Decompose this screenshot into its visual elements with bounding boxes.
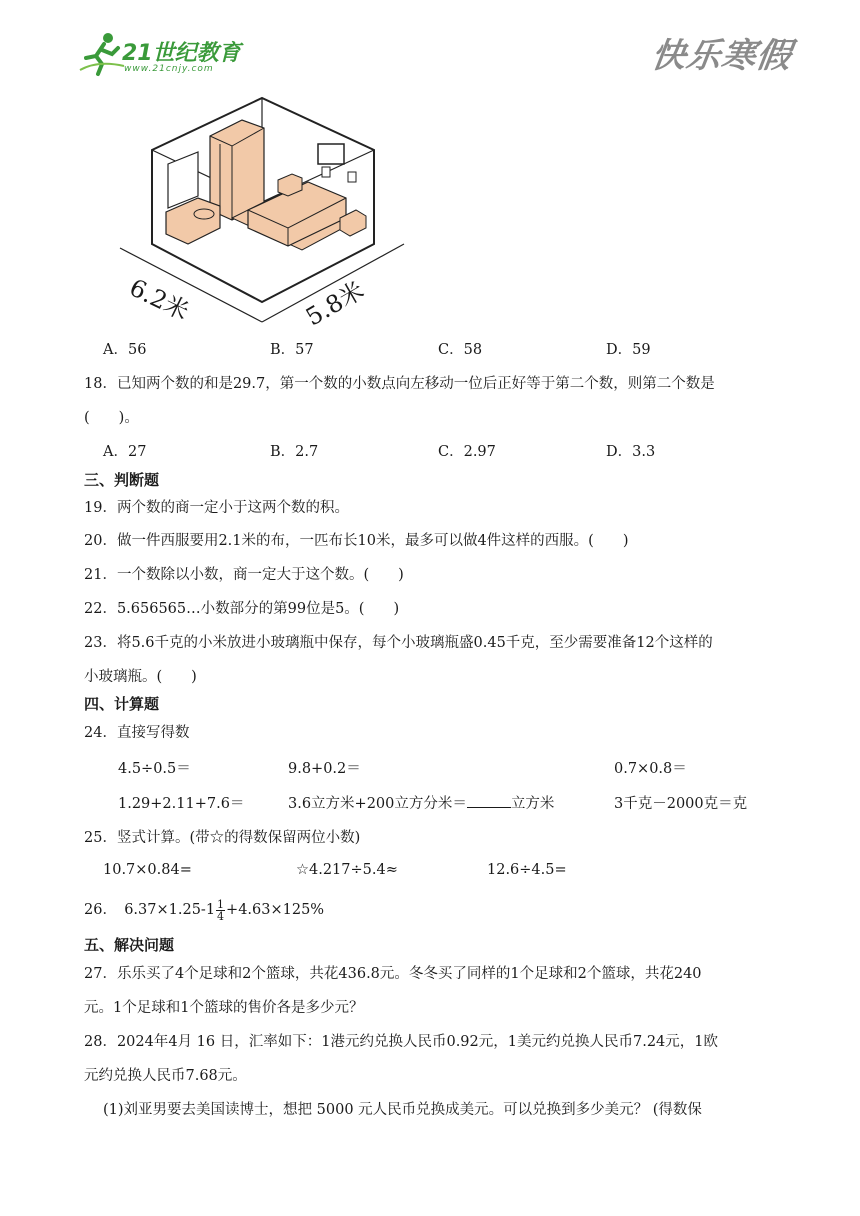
calc-item: 1.29+2.11+7.6＝ xyxy=(118,796,245,812)
q27-cont: 元。1个足球和1个篮球的售价各是多少元？ xyxy=(84,1000,364,1016)
q18-text: 18．已知两个数的和是29.7，第一个数的小数点向左移动一位后正好等于第二个数，则第二个数是 xyxy=(84,376,715,392)
section-5-title: 五、解决问题 xyxy=(84,936,175,954)
q24: 24．直接写得数 xyxy=(84,725,190,741)
q17-option-b: B．57 xyxy=(270,342,314,358)
q17-option-d: D．59 xyxy=(606,342,651,358)
vertical-calc-item: 12.6÷4.5= xyxy=(487,862,567,878)
q18-option-d: D．3.3 xyxy=(606,444,656,460)
calc-item: 0.7×0.8＝ xyxy=(614,761,687,777)
calc-volume-unit: 立方米 xyxy=(510,796,555,812)
q26-suffix: +4.63×125% xyxy=(226,902,325,918)
q17-option-a: A．56 xyxy=(103,342,147,358)
q23: 23．将5.6千克的小米放进小玻璃瓶中保存，每个小玻璃瓶盛0.45千克，至少需要准备12个这样的 xyxy=(84,635,713,651)
q21: 21．一个数除以小数，商一定大于这个数。( ) xyxy=(84,567,404,583)
logo-text: 21世纪教育 xyxy=(122,41,241,66)
calc-volume-expr: 3.6立方米+200立方分米＝ xyxy=(288,796,467,812)
q22: 22．5.656565…小数部分的第99位是5。( ) xyxy=(84,601,400,617)
q18-option-a: A．27 xyxy=(103,444,147,460)
q28: 28．2024年4月 16 日，汇率如下：1港元约兑换人民币0.92元，1美元约兑换人民币7.24元，1欧 xyxy=(84,1034,718,1050)
q25: 25．竖式计算。(带☆的得数保留两位小数) xyxy=(84,830,361,846)
site-logo xyxy=(78,28,248,80)
runner-logo-icon xyxy=(78,30,126,78)
q28-sub1: (1)刘亚男要去美国读博士，想把 5000 元人民币兑换成美元。可以兑换到多少美元？ (得数保 xyxy=(103,1102,702,1118)
section-3-title: 三、判断题 xyxy=(84,471,160,489)
q18-option-c: C．2.97 xyxy=(438,444,496,460)
fraction-denominator: 4 xyxy=(217,909,225,923)
dimension-depth-label: 5.8米 xyxy=(301,276,369,332)
q18-option-b: B．2.7 xyxy=(270,444,319,460)
section-4-title: 四、计算题 xyxy=(84,695,160,713)
q17-option-c: C．58 xyxy=(438,342,483,358)
q27: 27．乐乐买了4个足球和2个篮球，共花436.8元。冬冬买了同样的1个足球和2个篮球，共花240 xyxy=(84,966,702,982)
answer-blank xyxy=(467,795,511,808)
q26-fraction xyxy=(216,899,225,922)
dimension-width-label: 6.2米 xyxy=(125,273,194,326)
q28-cont: 元约兑换人民币7.68元。 xyxy=(84,1068,247,1084)
calc-item-volume xyxy=(288,792,554,813)
calc-item: 9.8+0.2＝ xyxy=(288,761,361,777)
q26-prefix: 26． 6.37×1.25-1 xyxy=(84,902,216,918)
q23-cont: 小玻璃瓶。( ) xyxy=(84,669,197,685)
calc-item: 4.5÷0.5＝ xyxy=(118,761,191,777)
vertical-calc-item: ☆4.217÷5.4≈ xyxy=(296,862,398,878)
q26 xyxy=(84,898,324,922)
fraction-numerator: 1 xyxy=(217,897,225,911)
vertical-calc-item: 10.7×0.84= xyxy=(103,862,192,878)
q19: 19．两个数的商一定小于这两个数的积。 xyxy=(84,500,349,516)
logo-url: www.21cnjy.com xyxy=(124,64,214,74)
calc-item: 3千克－2000克＝克 xyxy=(614,796,748,812)
holiday-stamp: 快乐寒假 xyxy=(648,36,795,76)
q20: 20．做一件西服要用2.1米的布，一匹布长10米，最多可以做4件这样的西服。( ) xyxy=(84,533,629,549)
q18-text-cont: ( )。 xyxy=(84,410,139,426)
